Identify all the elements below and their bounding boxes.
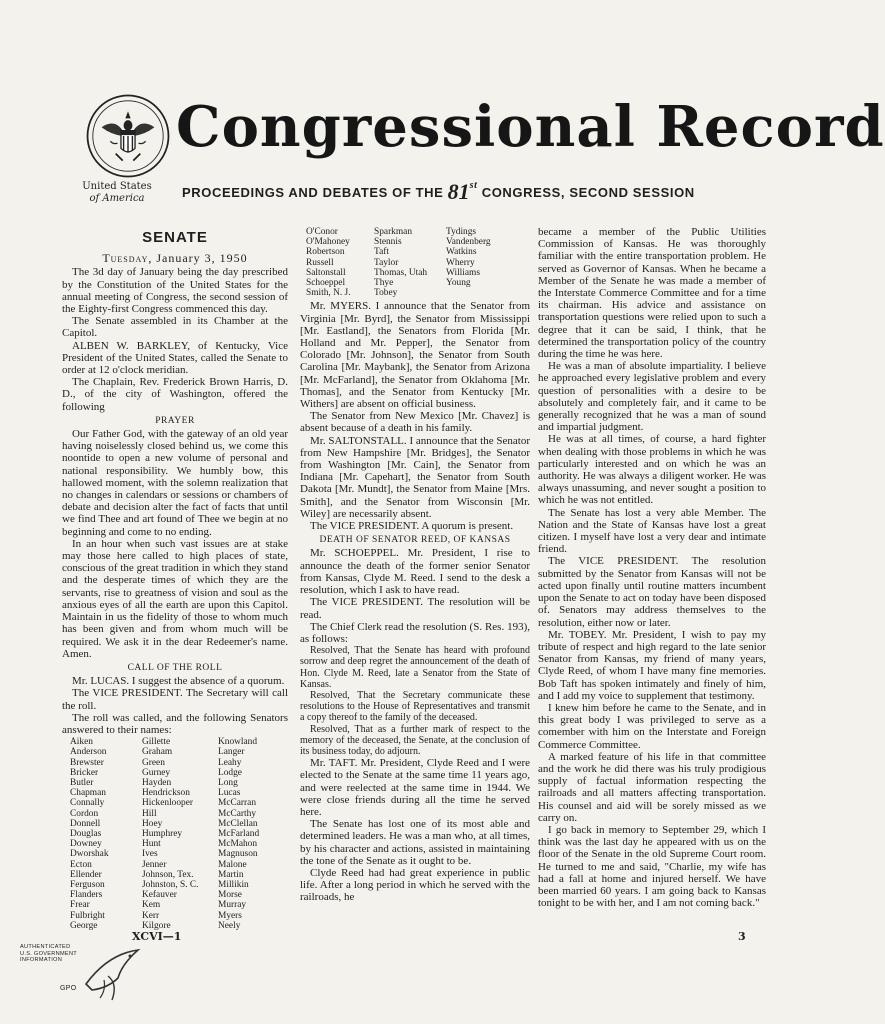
- page-number: 3: [738, 930, 746, 943]
- congress-suffix: st: [469, 180, 478, 191]
- senator-name: Frear: [70, 900, 90, 911]
- senator-name: Hill: [142, 808, 157, 819]
- senator-name: Smith, N. J.: [306, 288, 351, 299]
- paragraph: Mr. TAFT. Mr. President, Clyde Reed and I were elected to the Senate at the same time 11 years ago, and were reelected at the same time in 1944. We were close friends during all the time he served here.: [300, 757, 530, 818]
- senator-name: Gurney: [142, 767, 171, 778]
- senator-name: Humphrey: [142, 828, 183, 839]
- session-date: [62, 252, 288, 264]
- senator-name: Saltonstall: [306, 267, 346, 278]
- senator-name: Flanders: [70, 890, 103, 901]
- paragraph: The Senator from New Mexico [Mr. Chavez] is absent because of a death in his family.: [300, 410, 530, 435]
- senator-name: Johnston, S. C.: [142, 879, 199, 890]
- senator-name: Sparkman: [374, 227, 413, 237]
- date-rest: January 3, 1950: [156, 251, 248, 266]
- gpo-line-2: U.S. GOVERNMENT: [20, 950, 78, 957]
- paragraph: I go back in memory to September 29, which I think was the last day he appeared with us on the floor of the Senate in the old Supreme Court room. He turned to me and said, "Charlie, my wife has had a fall at home and injured herself. We have been married 60 years. I am going back to Kansas tonight to be with her, and I am not coming back.": [538, 823, 766, 910]
- resolution-text: [300, 645, 530, 757]
- prayer-paragraph: In an hour when such vast issues are at stake may those here called to high places of state, conscious of the great tradition in which they stand and the desperate times of which they are the servants, rise to greatness of vision and soul as the anxious eyes of all the earth are upon this Capitol. Maintain in us the fidelity of those to whom much has been given and from whom much will be required. We ask it in the dear Redeemer's name. Amen.: [62, 537, 288, 660]
- paragraph: Mr. SCHOEPPEL. Mr. President, I rise to announce the death of the former senior Senator from Kansas, Clyde M. Reed. I send to the desk a resolution, which I ask to have read.: [300, 547, 530, 597]
- paragraph: Mr. TOBEY. Mr. President, I wish to pay my tribute of respect and high regard to the late senior Senator from Kansas, my friend of many years, Clyde Reed, of whom I have many fine memories. Bob Taft has spoken intimately and finely of him, and I add my voice to supplement that testimony.: [538, 628, 766, 702]
- senator-name: Green: [142, 757, 165, 768]
- senator-name: Fulbright: [70, 910, 105, 921]
- senator-name: Russell: [306, 257, 334, 268]
- roll-call-names-cont: [306, 227, 530, 298]
- senator-name: Wherry: [446, 257, 475, 268]
- senator-name: Young: [446, 278, 471, 289]
- senator-name: Langer: [218, 747, 245, 758]
- senator-name: Hoey: [142, 818, 163, 829]
- paragraph: A marked feature of his life in that committee and the work he did there was his truly prodigious supply of factual information respecting the railroads and all matters affecting transportation. His counsel and aid will be sorely missed as we carry on.: [538, 750, 766, 824]
- country-label: [78, 181, 156, 205]
- folio-mark: XCVI—1: [132, 930, 182, 943]
- paragraph: He was a man of absolute impartiality. I believe he approached every legislative problem and every question of personalities with a desire to be absolutely and completely fair, and it came to be generally recognized that he was a man of sound and impartial judgment.: [538, 360, 766, 434]
- senator-name: Graham: [142, 747, 173, 758]
- gpo-authentication-mark: [20, 944, 140, 992]
- proceedings-line: [182, 179, 752, 205]
- senator-name: Aiken: [70, 737, 93, 748]
- paragraph: Clyde Reed had had great experience in public life. After a long period in which he served with the railroads, he: [300, 866, 530, 904]
- gpo-line-4: GPO: [60, 984, 77, 992]
- column-1: [62, 226, 288, 933]
- paragraph: The Chief Clerk read the resolution (S. Res. 193), as follows:: [300, 620, 530, 645]
- senator-name: Kilgore: [142, 920, 171, 931]
- paragraph: became a member of the Public Utilities Commission of Kansas. He was thoroughly familiar with the entire transportation problem. He served as Governor of Kansas. When he became a Member of the Senate he was made a member of the Interstate Commerce Committee and for a time its chairman. His advice and assistance on transportation questions were relied upon to such a degree that it can be said, I think, that he determined the transportation policy of the country during the time he was here.: [538, 226, 766, 361]
- paragraph: Mr. MYERS. I announce that the Senator from Virginia [Mr. Byrd], the Senator from Mississippi [Mr. Eastland], the Senators from Florida [Mr. Holland and Mr. Pepper], the Senator from Colorado [Mr. Johnson], the Senator from South Carolina [Mr. Maybank], the Senator from Arizona [Mr. McFarland], the Senator from Oklahoma [Mr. Thomas], and the Senator from Kentucky [Mr. Withers] are absent on official business.: [300, 300, 530, 411]
- senator-name: Martin: [218, 869, 244, 880]
- senator-name: Butler: [70, 777, 94, 788]
- paragraph: Mr. SALTONSTALL. I announce that the Senator from New Hampshire [Mr. Bridges], the Senator from Washington [Mr. Cain], the Senator from Indiana [Mr. Capehart], the Senator from South Dakota [Mr. Mundt], the Senator from Maine [Mrs. Smith], and the Senator from Wisconsin [Mr. Wiley] are necessarily absent.: [300, 434, 530, 520]
- gpo-line-1: AUTHENTICATED: [20, 944, 71, 950]
- senator-name: Taylor: [374, 257, 399, 268]
- senator-name: Gillette: [142, 737, 171, 748]
- senator-name: Williams: [446, 267, 480, 278]
- senator-name: Johnson, Tex.: [142, 869, 194, 880]
- senator-name: O'Mahoney: [306, 237, 350, 248]
- senator-name: Magnuson: [218, 849, 258, 860]
- senator-name: Kem: [142, 900, 161, 911]
- paragraph: The VICE PRESIDENT. A quorum is present.: [310, 520, 514, 533]
- country-line-2: of America: [89, 193, 145, 204]
- senator-name: Long: [218, 777, 238, 788]
- senator-name: Malone: [218, 859, 247, 870]
- senator-name: Ferguson: [70, 879, 105, 890]
- senator-name: Morse: [218, 890, 242, 901]
- senator-name: Lodge: [218, 767, 242, 778]
- paragraph: He was at all times, of course, a hard fighter when dealing with those problems in which he was particularly interested and on which he was an authority. He was always a diligent worker. He was always unassuming, and never sought a position to which he was not entitled.: [538, 433, 766, 507]
- country-line-1: United States: [82, 181, 152, 192]
- senator-name: Jenner: [142, 859, 167, 870]
- paragraph: The VICE PRESIDENT. The Secretary will call the roll.: [62, 687, 288, 712]
- senator-name: Myers: [218, 910, 242, 921]
- column-2: [300, 226, 530, 904]
- proceedings-post: CONGRESS, SECOND SESSION: [481, 185, 695, 200]
- senator-name: Bricker: [70, 767, 99, 778]
- senator-name: [446, 288, 518, 298]
- paragraph: The 3d day of January being the day prescribed by the Constitution of the United States for the annual meeting of Congress, the second session of the Eighty-first Congress commenced this day.: [62, 266, 288, 316]
- senator-name: Millikin: [218, 879, 249, 890]
- senator-name: Hendrickson: [142, 788, 190, 799]
- senator-name: Murray: [218, 900, 247, 911]
- senator-name: Cordon: [70, 808, 99, 819]
- senator-name: Hickenlooper: [142, 798, 194, 809]
- senator-name: Brewster: [70, 757, 104, 768]
- senator-name: Kefauver: [142, 890, 177, 901]
- paragraph: The Senate has lost one of its most able and determined leaders. He was a man who, at all times, by his character and actions, assisted in maintaining the tone of the Senate as it ought to be.: [300, 818, 530, 867]
- senator-name: Robertson: [306, 247, 345, 258]
- masthead-title: Congressional Record: [176, 94, 885, 160]
- paragraph: The Senate has lost a very able Member. The Nation and the State of Kansas have lost a great citizen. I myself have lost a very dear and intimate friend.: [538, 506, 766, 556]
- senator-name: Taft: [374, 247, 389, 258]
- roll-call-names: [70, 737, 288, 931]
- paragraph: I knew him before he came to the Senate, and in this great body I was privileged to serve as a comember with him on the Interstate and Foreign Commerce Committee.: [538, 701, 766, 751]
- senator-name: Ellender: [70, 869, 102, 880]
- resolution-paragraph: Resolved, That the Senate has heard with profound sorrow and deep regret the announcement of the death of Hon. Clyde M. Reed, late a Senator from the State of Kansas.: [300, 645, 530, 690]
- senator-name: McMahon: [218, 839, 258, 850]
- senator-name: Neely: [218, 920, 241, 931]
- senator-name: O'Conor: [306, 227, 338, 237]
- senator-name: McCarran: [218, 798, 257, 809]
- senator-name: Tobey: [374, 288, 398, 299]
- senator-name: McCarthy: [218, 808, 257, 819]
- senator-name: Vandenberg: [446, 237, 491, 248]
- senator-name: Stennis: [374, 237, 402, 248]
- gpo-eagle-icon: [78, 944, 144, 1008]
- paragraph: The VICE PRESIDENT. The resolution will be read.: [300, 596, 530, 621]
- paragraph: The roll was called, and the following Senators answered to their names:: [62, 711, 288, 736]
- senator-name: Kerr: [142, 910, 160, 921]
- congress-number: 81: [447, 179, 470, 204]
- great-seal-icon: [84, 92, 172, 180]
- senator-name: Anderson: [70, 747, 107, 758]
- prayer-heading: PRAYER: [155, 415, 195, 426]
- resolution-paragraph: Resolved, That as a further mark of respect to the memory of the deceased, the Senate, at the conclusion of its business today, do adjourn.: [300, 723, 530, 757]
- paragraph: The Senate assembled in its Chamber at the Capitol.: [62, 315, 288, 340]
- senator-name: Schoeppel: [306, 278, 346, 289]
- senator-name: Ecton: [70, 859, 92, 870]
- senator-name: Connally: [70, 798, 105, 809]
- paragraph: ALBEN W. BARKLEY, of Kentucky, Vice President of the United States, called the Senate to order at 12 o'clock meridian.: [62, 339, 288, 377]
- proceedings-pre: PROCEEDINGS AND DEBATES OF THE: [182, 185, 444, 200]
- paragraph: Mr. LUCAS. I suggest the absence of a quorum.: [72, 675, 285, 688]
- senator-name: Leahy: [218, 757, 242, 768]
- senator-name: Hayden: [142, 777, 172, 788]
- senator-name: Douglas: [70, 828, 102, 839]
- senator-name: Knowland: [218, 737, 258, 748]
- gpo-line-3: INFORMATION: [20, 957, 63, 964]
- paragraph: The VICE PRESIDENT. The resolution submitted by the Senator from Kansas will not be acted upon finally until routine matters incumbent upon the Senate to act on today have been disposed of. Senators may address themselves to the resolution, either now or later.: [538, 555, 766, 629]
- senator-name: Downey: [70, 839, 102, 850]
- roll-heading: CALL OF THE ROLL: [127, 662, 223, 673]
- senator-name: Tydings: [446, 227, 477, 237]
- senate-heading: SENATE: [142, 229, 208, 246]
- senator-name: Thye: [374, 278, 394, 289]
- senator-name: McClellan: [218, 818, 258, 829]
- senator-name: Dworshak: [70, 849, 109, 860]
- senator-name: McFarland: [218, 828, 260, 839]
- date-day: Tuesday,: [102, 251, 153, 266]
- senator-name: Watkins: [446, 247, 477, 258]
- resolution-paragraph: Resolved, That the Secretary communicate these resolutions to the House of Representatives and transmit a copy thereof to the family of the deceased.: [300, 689, 530, 724]
- senator-name: Ives: [142, 849, 158, 860]
- senator-name: Thomas, Utah: [374, 267, 428, 278]
- paragraph: The Chaplain, Rev. Frederick Brown Harris, D. D., of the city of Washington, offered the following: [62, 376, 288, 413]
- column-3: [538, 226, 766, 909]
- prayer-paragraph: Our Father God, with the gateway of an old year having noiselessly closed behind us, we come this noontide to open a new volume of personal and national responsibility. We humbly bow, this hallowed moment, with the solemn realization that no changes in calendars or sessions or chambers of debate and decision alter the fact of facts that until we find Thee and art found of Thee we begin at no beginning and come to no ending.: [62, 428, 288, 538]
- senator-name: Lucas: [218, 788, 241, 799]
- senator-name: Donnell: [70, 818, 101, 829]
- senator-name: George: [70, 920, 98, 931]
- death-heading: DEATH OF SENATOR REED, OF KANSAS: [319, 535, 511, 546]
- senator-name: Hunt: [142, 839, 161, 850]
- senator-name: Chapman: [70, 788, 106, 799]
